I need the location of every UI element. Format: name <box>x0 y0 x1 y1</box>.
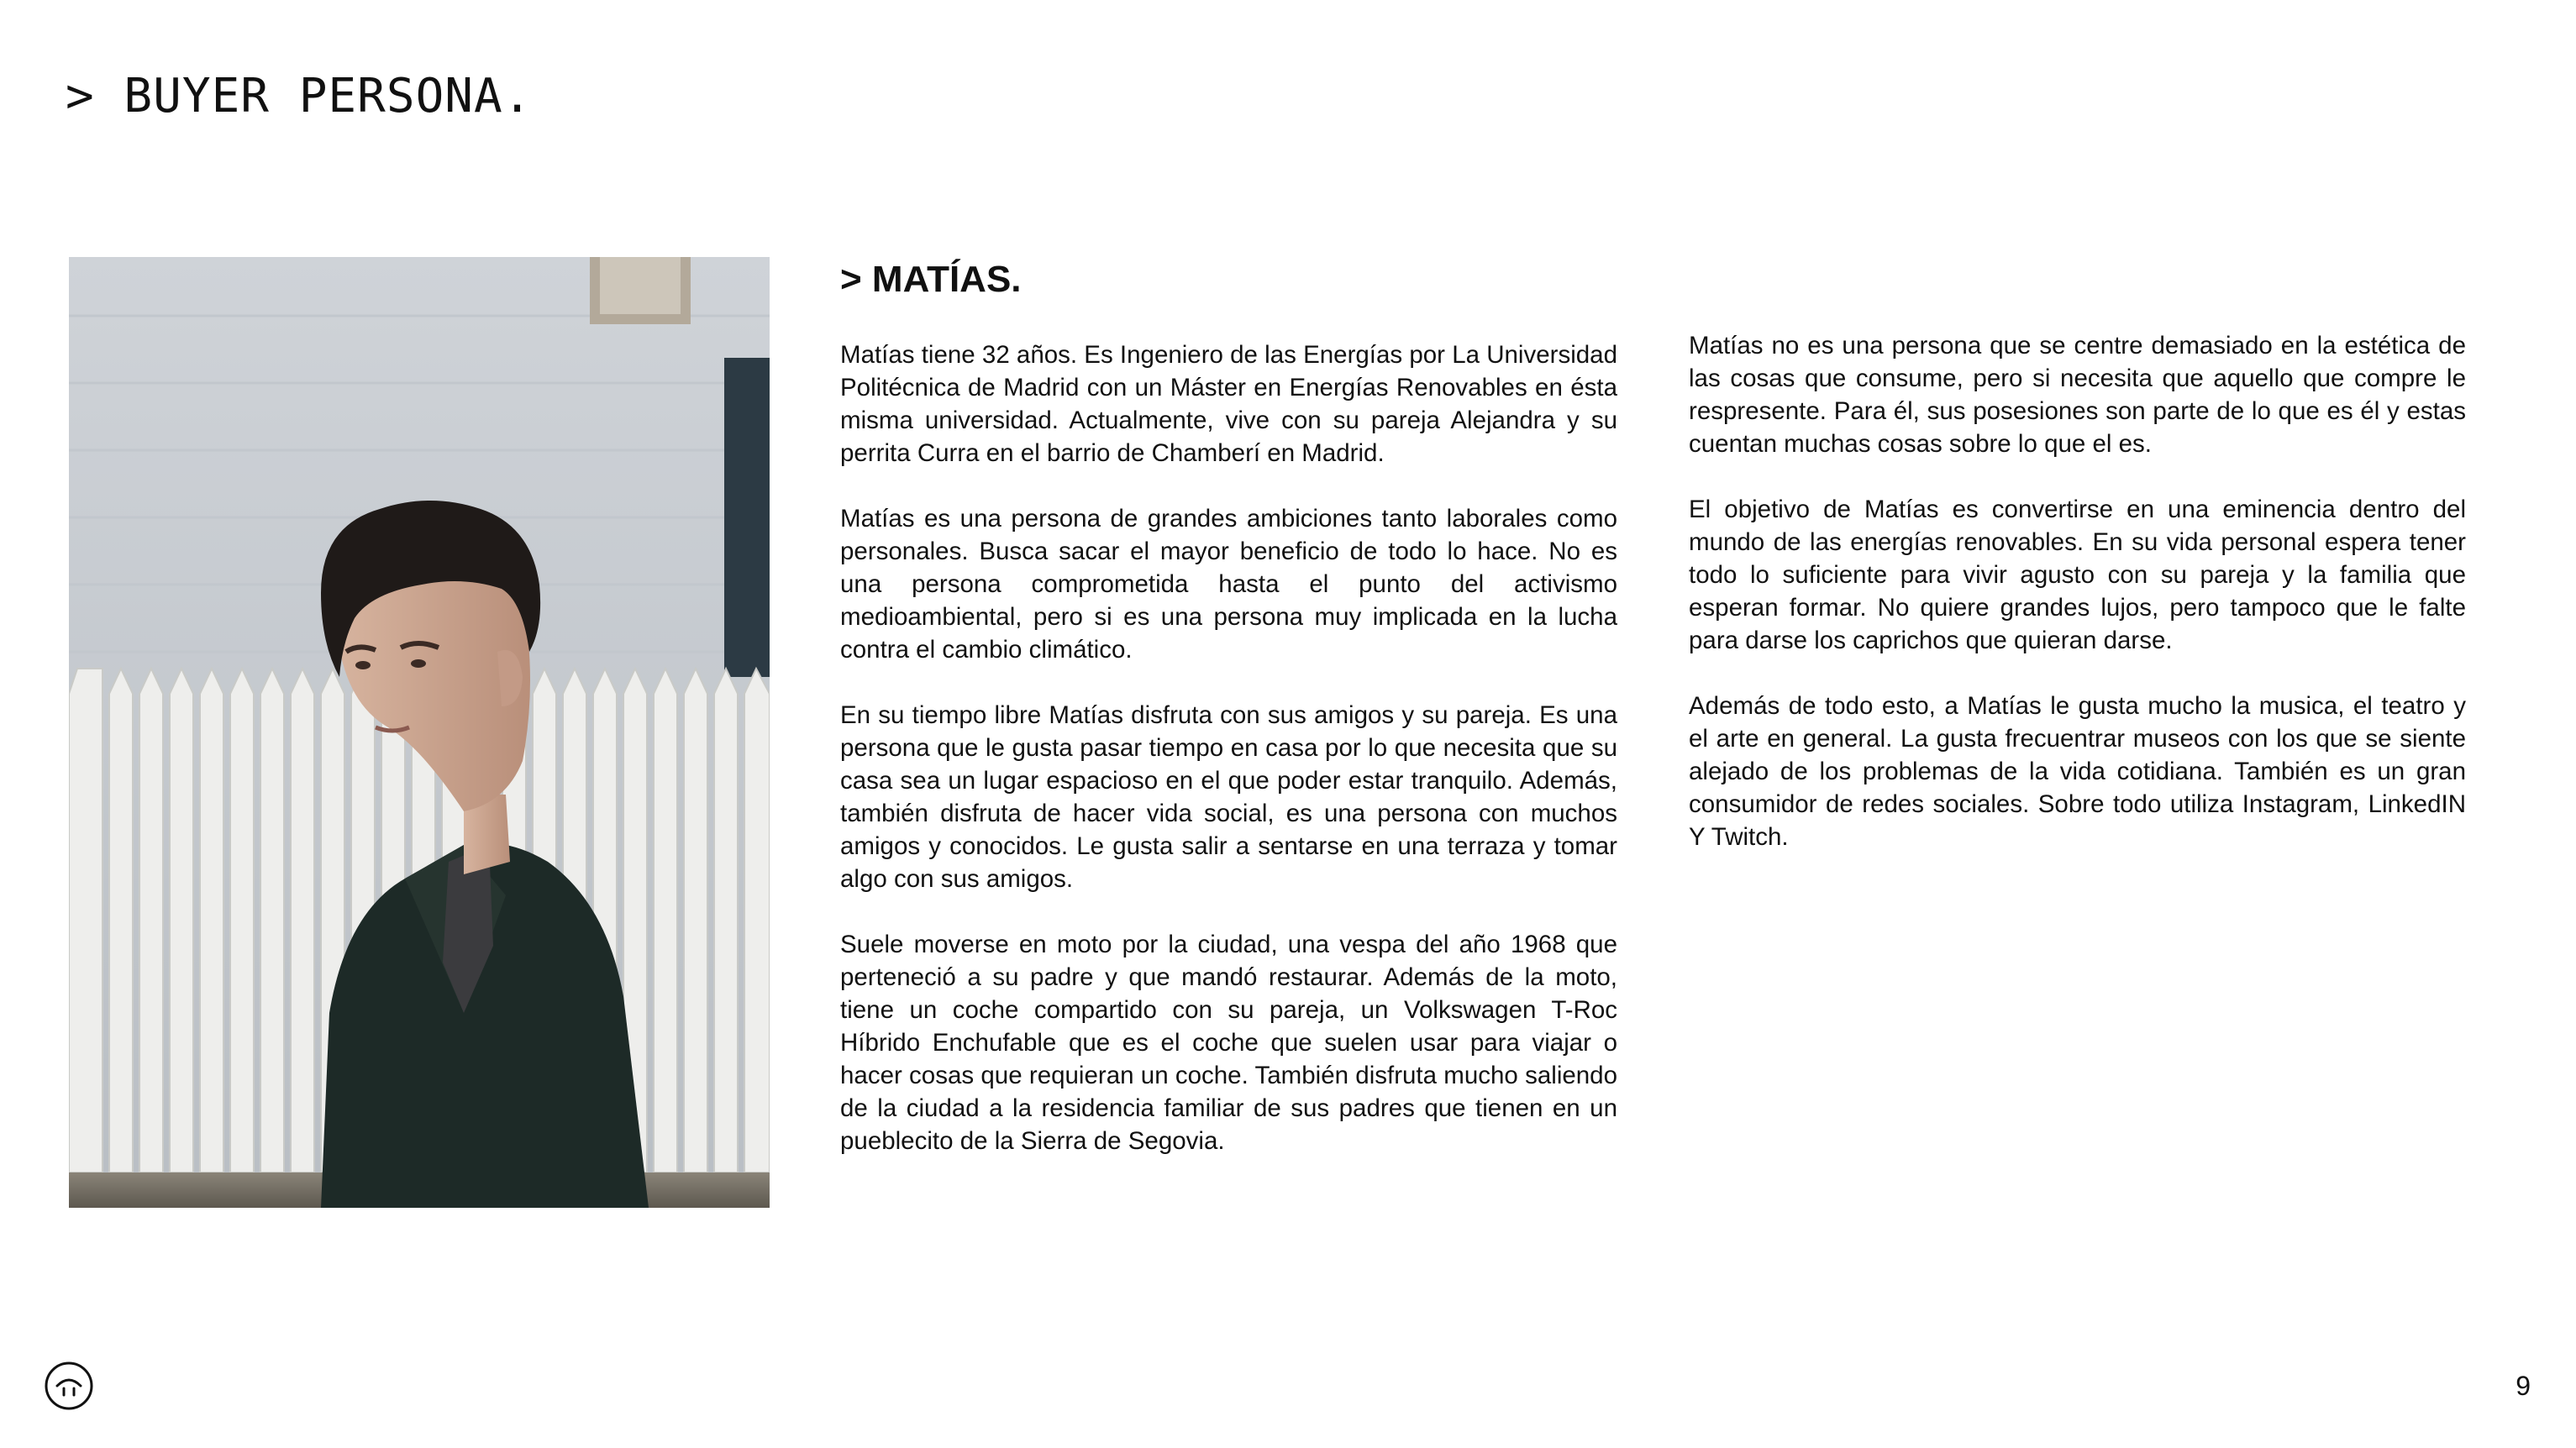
persona-name: > MATÍAS. <box>840 259 1022 300</box>
page-title: > BUYER PERSONA. <box>66 69 533 123</box>
paragraph-free-time: En su tiempo libre Matías disfruta con sus amigos y su pareja. Es una persona que le gusta pasar tiempo en casa por lo que necesita que su casa sea un lugar espacioso en el que poder estar tranquilo. Además, también disfruta de hacer vida social, es una persona con muchos amigos y conocidos. Le gusta salir a sentarse en una terraza y tomar algo con sus amigos. <box>840 701 1617 893</box>
persona-photo <box>69 257 770 1208</box>
page-number: 9 <box>2516 1371 2531 1401</box>
smile-face-logo-icon <box>44 1361 94 1411</box>
paragraph-interests: Además de todo esto, a Matías le gusta mucho la musica, el teatro y el arte en general. La gusta frecuentrar museos con los que se siente alejado de los problemas de la vida cotidiana. También es un gran consumidor de redes sociales. Sobre todo utiliza Instagram, LinkedIN Y Twitch. <box>1689 692 2466 851</box>
persona-description-left <box>840 338 1617 1190</box>
persona-description-right <box>1689 329 2466 886</box>
persona-photo-illustration <box>69 257 770 1208</box>
paragraph-aesthetics: Matías no es una persona que se centre demasiado en la estética de las cosas que consume, pero si necesita que aquello que compre le respresente. Para él, sus posesiones son parte de lo que es él y estas cuentan muchas cosas sobre lo que el es. <box>1689 332 2466 458</box>
paragraph-ambitions: Matías es una persona de grandes ambiciones tanto laborales como personales. Busca sacar el mayor beneficio de todo lo hace. No es una persona comprometida hasta el punto del activismo medioambiental, pero si es una persona muy implicada en la lucha contra el cambio climático. <box>840 505 1617 664</box>
paragraph-goals: El objetivo de Matías es convertirse en una eminencia dentro del mundo de las energías renovables. En su vida personal espera tener todo lo suficiente para vivir agusto con su pareja y la familia que esperan formar. No quiere grandes lujos, pero tampoco que le falte para darse los caprichos que quieran darse. <box>1689 496 2466 654</box>
paragraph-mobility: Suele moverse en moto por la ciudad, una vespa del año 1968 que perteneció a su padre y que mandó restaurar. Además de la moto, tiene un coche compartido con su pareja, un Volkswagen T-Roc Híbrido Enchufable que es el coche que suelen usar para viajar o hacer cosas que requieran un coche. También disfruta mucho saliendo de la ciudad a la residencia familiar de sus padres que tienen en un pueblecito de la Sierra de Segovia. <box>840 931 1617 1155</box>
paragraph-profile: Matías tiene 32 años. Es Ingeniero de las Energías por La Universidad Politécnica de Madrid con un Máster en Energías Renovables en ésta misma universidad. Actualmente, vive con su pareja Alejandra y su perrita Curra en el barrio de Chamberí en Madrid. <box>840 341 1617 467</box>
